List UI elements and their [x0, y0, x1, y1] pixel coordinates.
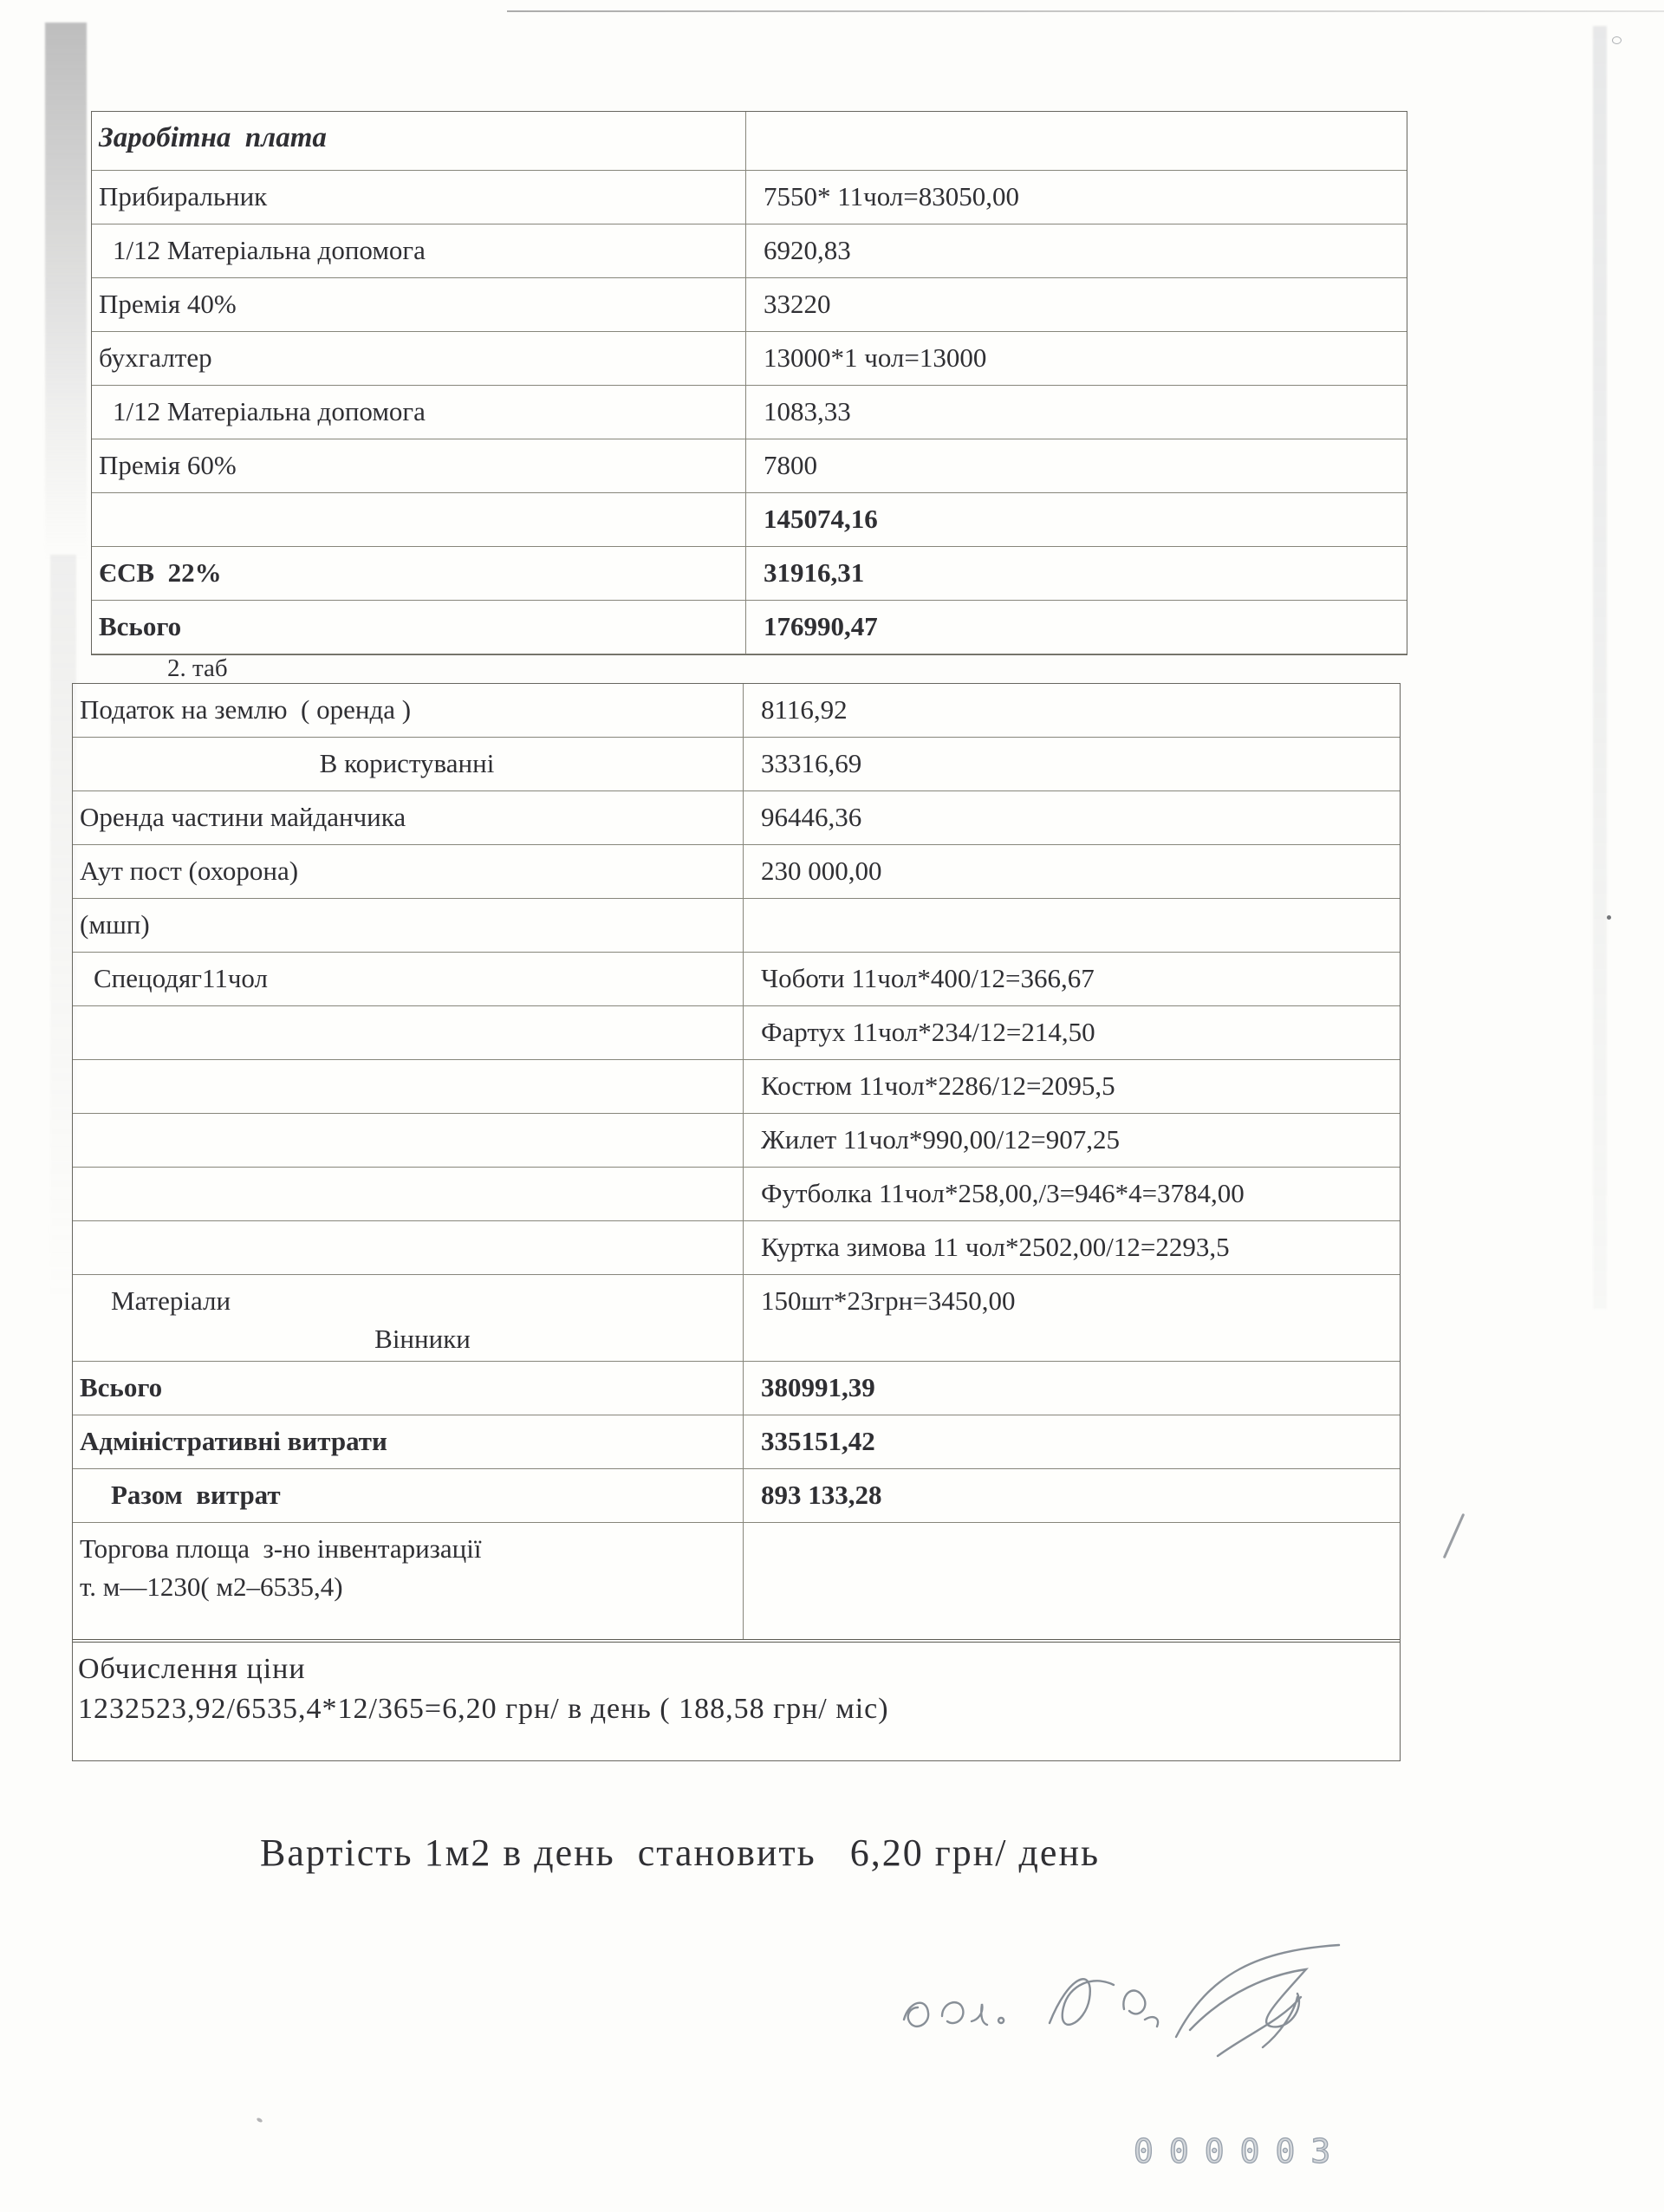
row-value [744, 899, 1400, 952]
price-calculation-block [73, 1639, 1400, 1760]
row-label: Торгова площа з-но інвентаризації т. м—1230( м2–6535,4) [73, 1523, 744, 1639]
table-row [73, 1275, 1400, 1362]
row-value: 7550* 11чол=83050,00 [764, 181, 1019, 211]
scan-edge-shadow [45, 23, 87, 560]
table-row [73, 953, 1400, 1006]
row-value: Куртка зимова 11 чол*2502,00/12=2293,5 [761, 1232, 1230, 1262]
table-row [92, 224, 1407, 278]
row-value: 33220 [764, 289, 831, 319]
row-label: (мшп) [73, 899, 744, 952]
row-label [73, 1060, 744, 1113]
table-row [73, 1469, 1400, 1523]
summary-line: Вартість 1м2 в день становить 6,20 грн/ день [260, 1831, 1101, 1874]
row-label: Матеріали Вінники [73, 1275, 744, 1361]
table-header-row [92, 112, 1407, 171]
row-value: 96446,36 [761, 802, 862, 832]
row-label-line2: т. м—1230( м2–6535,4) [80, 1571, 343, 1602]
row-label: Спецодяг11чол [73, 953, 744, 1005]
scan-right-streak [1593, 26, 1607, 1309]
row-label: Разом витрат [73, 1469, 744, 1522]
row-value [744, 1523, 1400, 1639]
row-value: Жилет 11чол*990,00/12=907,25 [761, 1124, 1120, 1155]
handwritten-signature [871, 1926, 1374, 2104]
table-row [73, 1415, 1400, 1469]
salary-table [91, 111, 1407, 655]
page-number-stamp: 000003 [1134, 2132, 1347, 2170]
row-value: Чоботи 11чол*400/12=366,67 [761, 963, 1095, 993]
pencil-slash-mark [1443, 1513, 1466, 1558]
row-value: Фартух 11чол*234/12=214,50 [761, 1017, 1095, 1047]
table-row [92, 332, 1407, 386]
signature-initials-stroke [1050, 1979, 1158, 2027]
signature-word-stroke [904, 2002, 1004, 2027]
row-value: 1083,33 [764, 396, 851, 426]
table-row [73, 1168, 1400, 1221]
row-value: 31916,31 [764, 557, 865, 588]
table-row [73, 791, 1400, 845]
table2-caption: 2. таб [167, 654, 228, 682]
table-row [73, 1523, 1400, 1639]
scan-speck-bottom [256, 2118, 263, 2124]
table-row [73, 1114, 1400, 1168]
expenses-table [72, 683, 1401, 1761]
row-label: Премія 60% [92, 439, 746, 492]
table-row [73, 1221, 1400, 1275]
table-row [92, 547, 1407, 601]
scan-speck-top-right [1612, 36, 1622, 44]
row-label: Адміністративні витрати [73, 1415, 744, 1468]
row-label-line2: Вінники [374, 1324, 471, 1354]
salary-table-rows [92, 171, 1407, 654]
header-value-cell [746, 112, 1407, 170]
row-value: 145074,16 [764, 504, 878, 534]
row-value: Футболка 11чол*258,00,/3=946*4=3784,00 [761, 1178, 1245, 1208]
expenses-table-rows [73, 684, 1400, 1639]
row-label: Аут пост (охорона) [73, 845, 744, 898]
scan-top-line-artifact [507, 10, 1664, 12]
row-label: Всього [92, 601, 746, 654]
table-row [92, 386, 1407, 439]
row-value: 13000*1 чол=13000 [764, 342, 987, 373]
row-value: 6920,83 [764, 235, 851, 265]
row-value: 33316,69 [761, 748, 862, 778]
calc-formula: 1232523,92/6535,4*12/365=6,20 грн/ в день ( 188,58 грн/ міс) [78, 1693, 889, 1725]
row-label: бухгалтер [92, 332, 746, 385]
table-row [92, 171, 1407, 224]
row-value: 7800 [764, 450, 817, 480]
signature-flourish-stroke [1176, 1945, 1339, 2056]
row-label [73, 1221, 744, 1274]
row-label: В користуванні [73, 738, 744, 790]
row-value: 893 133,28 [761, 1480, 882, 1510]
row-value: 8116,92 [761, 694, 848, 725]
row-label [73, 1114, 744, 1167]
row-label: Податок на землю ( оренда ) [73, 684, 744, 737]
table-row [73, 1006, 1400, 1060]
table-row [92, 601, 1407, 654]
row-value: 176990,47 [764, 611, 878, 641]
table-row [73, 1060, 1400, 1114]
row-label: Оренда частини майданчика [73, 791, 744, 844]
row-label: 1/12 Матеріальна допомога [92, 224, 746, 277]
table-row [73, 684, 1400, 738]
row-label: 1/12 Матеріальна допомога [92, 386, 746, 439]
row-label: ЄСВ 22% [92, 547, 746, 600]
table-row [73, 1362, 1400, 1415]
row-value: 335151,42 [761, 1426, 875, 1456]
scan-speck-right [1607, 915, 1611, 920]
row-label: Прибиральник [92, 171, 746, 224]
table-row [92, 278, 1407, 332]
row-label [73, 1006, 744, 1059]
calc-title: Обчислення ціни [78, 1653, 306, 1685]
table-title: Заробітна плата [92, 112, 746, 170]
table-row [73, 899, 1400, 953]
row-value: 230 000,00 [761, 856, 882, 886]
row-value: 150шт*23грн=3450,00 [761, 1285, 1016, 1316]
row-value: Костюм 11чол*2286/12=2095,5 [761, 1070, 1115, 1101]
row-label: Премія 40% [92, 278, 746, 331]
row-label: Всього [73, 1362, 744, 1415]
row-label [92, 493, 746, 546]
table-row [73, 738, 1400, 791]
table-row [73, 845, 1400, 899]
table-row [92, 439, 1407, 493]
row-label [73, 1168, 744, 1220]
row-value: 380991,39 [761, 1372, 875, 1402]
table-row [92, 493, 1407, 547]
